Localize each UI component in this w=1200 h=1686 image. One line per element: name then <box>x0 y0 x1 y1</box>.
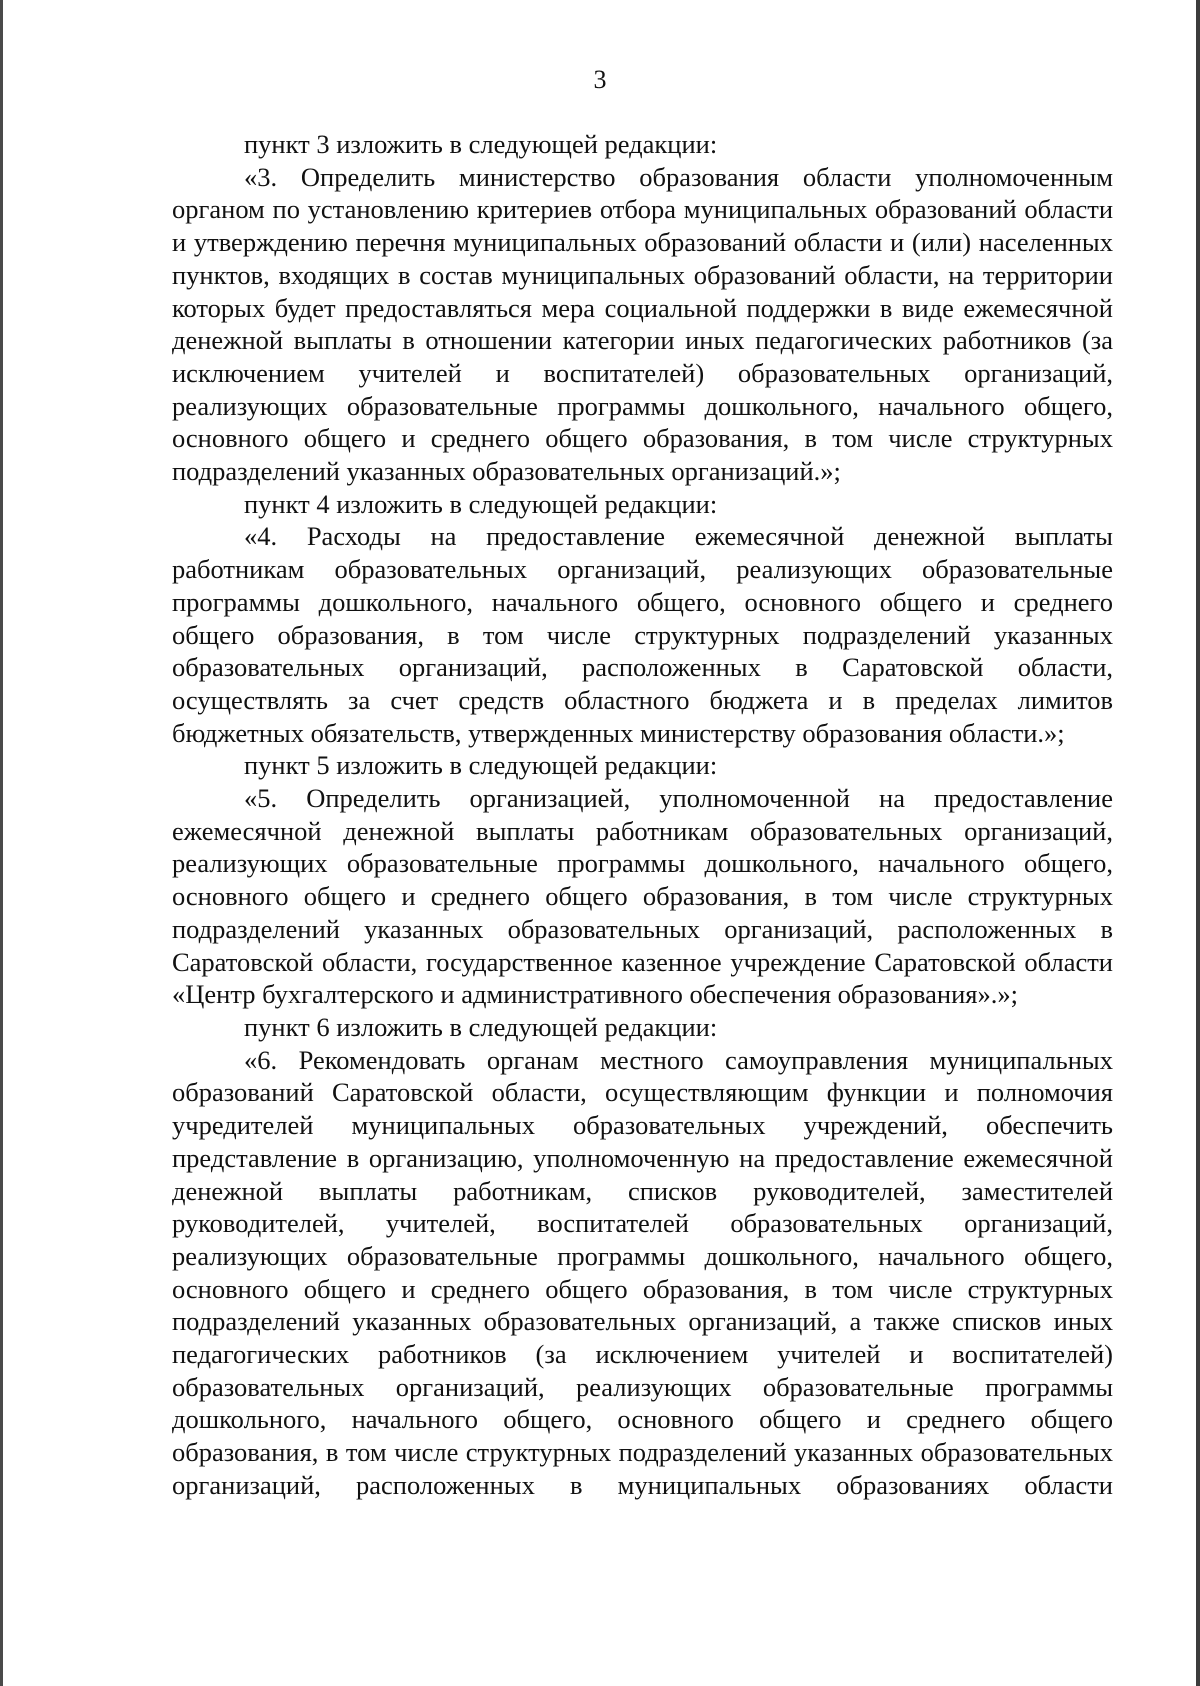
scan-edge-right <box>1196 0 1200 1686</box>
paragraph-item-6-text: «6. Рекомендовать органам местного самоуправления муниципальных образований Саратовской области, осуществляющим функции и полномочия учредителей муниципальных образовательных учреждений, обеспечить представление в организацию, уполномоченную на предоставление ежемесячной денежной выплаты работникам, списков руководителей, заместителей руководителей, учителей, воспитателей образовательных организаций, реализующих образовательные программы дошкольного, начального общего, основного общего и среднего общего образования, в том числе структурных подразделений указанных образовательных организаций, а также списков иных педагогических работников (за исключением учителей и воспитателей) образовательных организаций, реализующих образовательные программы дошкольного, начального общего, основного общего и среднего общего образования, в том числе структурных подразделений указанных образовательных организаций, расположенных в муниципальных образованиях области <box>172 1044 1113 1500</box>
paragraph-item-4-intro: пункт 4 изложить в следующей редакции: <box>244 488 718 519</box>
paragraph-item-5-text: «5. Определить организацией, уполномоченной на предоставление ежемесячной денежной выплаты работникам образовательных организаций, реализующих образовательные программы дошкольного, начального общего, основного общего и среднего общего образования, в том числе структурных подразделений указанных образовательных организаций, расположенных в Саратовской области, государственное казенное учреждение Саратовской области «Центр бухгалтерского и административного обеспечения образования».»; <box>172 783 1113 1010</box>
document-body <box>172 128 1113 1502</box>
scan-edge-left <box>0 0 3 1686</box>
page-number: 3 <box>593 65 607 94</box>
paragraph-item-4-text: «4. Расходы на предоставление ежемесячной денежной выплаты работникам образовательных организаций, реализующих образовательные программы дошкольного, начального общего, основного общего и среднего общего образования, в том числе структурных подразделений указанных образовательных организаций, расположенных в Саратовской области, осуществлять за счет средств областного бюджета и в пределах лимитов бюджетных обязательств, утвержденных министерству образования области.»; <box>172 521 1113 748</box>
paragraph-item-3-text: «3. Определить министерство образования области уполномоченным органом по установлению критериев отбора муниципальных образований области и утверждению перечня муниципальных образований области и (или) населенных пунктов, входящих в состав муниципальных образований области, на территории которых будет предоставляться мера социальной поддержки в виде ежемесячной денежной выплаты в отношении категории иных педагогических работников (за исключением учителей и воспитателей) образовательных организаций, реализующих образовательные программы дошкольного, начального общего, основного общего и среднего общего образования, в том числе структурных подразделений указанных образовательных организаций.»; <box>172 161 1113 487</box>
paragraph-item-6-intro: пункт 6 изложить в следующей редакции: <box>244 1011 718 1042</box>
paragraph-item-5-intro: пункт 5 изложить в следующей редакции: <box>244 750 718 781</box>
paragraph-item-3-intro: пункт 3 изложить в следующей редакции: <box>244 129 718 159</box>
